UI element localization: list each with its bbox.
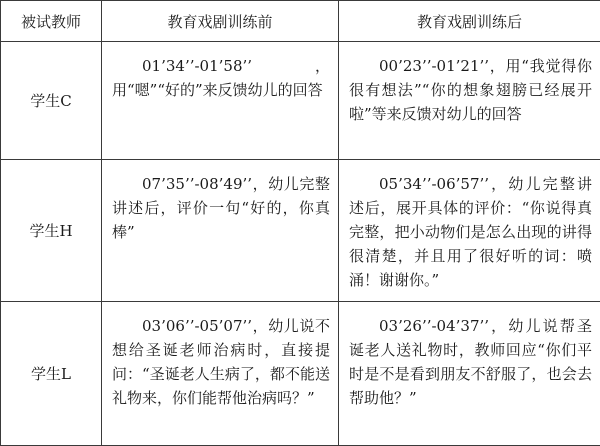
header-before-training: 教育戏剧训练前 — [102, 1, 339, 42]
table-row — [1, 302, 600, 446]
before-text: 07’35’’-08’49’’，幼儿完整讲述后，评价一句“好的，你真棒” — [112, 172, 330, 244]
teacher-cell: 学生H — [1, 160, 102, 302]
after-text: 03’26’’-04’37’’，幼儿说帮圣诞老人送礼物时，教师回应“你们平时是不是看到朋友不舒服了，也会去帮助他？” — [349, 314, 592, 410]
table-row — [1, 160, 600, 302]
header-teacher: 被试教师 — [1, 1, 102, 42]
after-cell — [339, 42, 600, 160]
before-text: 03’06’’-05’07’’，幼儿说不想给圣诞老师治病时，直接提问：“圣诞老人生病了，都不能送礼物来，你们能帮他治病吗？” — [112, 314, 330, 410]
before-cell — [102, 160, 339, 302]
header-after-training: 教育戏剧训练后 — [339, 1, 600, 42]
teacher-cell: 学生C — [1, 42, 102, 160]
after-text: 00’23’’-01’21’’，用“我觉得你很有想法”“你的想象翅膀已经展开啦”等来反馈对幼儿的回答 — [349, 54, 592, 126]
teacher-cell: 学生L — [1, 302, 102, 446]
table-row — [1, 42, 600, 160]
after-cell — [339, 160, 600, 302]
before-cell — [102, 42, 339, 160]
before-cell — [102, 302, 339, 446]
after-cell — [339, 302, 600, 446]
before-text: 01’34’’-01’58’’，用“嗯”“好的”来反馈幼儿的回答 — [112, 54, 330, 102]
header-row — [1, 1, 600, 42]
after-text: 05’34’’-06’57’’，幼儿完整讲述后，展开具体的评价：“你说得真完整，把小动物们是怎么出现的讲得很清楚，并且用了很好听的词：喷涌！谢谢你。” — [349, 172, 592, 292]
